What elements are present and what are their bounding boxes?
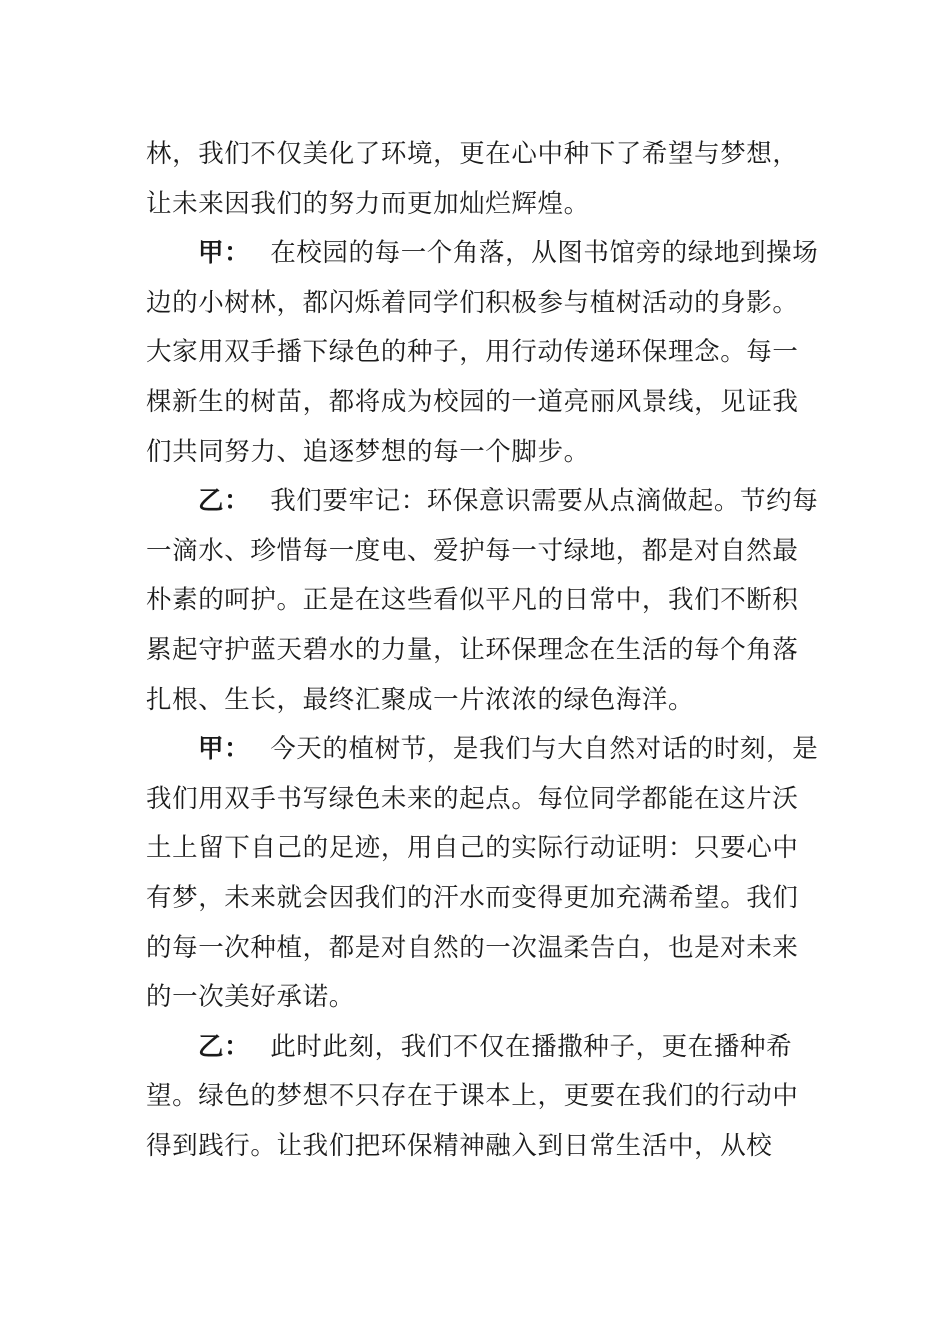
paragraph-continuation [146,130,799,229]
text-line: 边的小树林，都闪烁着同学们积极参与植树活动的身影。 [146,287,799,318]
text-line-content: 今天的植树节，是我们与大自然对话的时刻，是 [270,734,819,765]
text-line: 的每一次种植，都是对自然的一次温柔告白，也是对未来 [146,932,799,963]
text-line: 扎根、生长，最终汇聚成一片浓浓的绿色海洋。 [146,684,695,715]
paragraph-speaker-jia [146,229,819,477]
speaker-label: 乙： [198,486,251,517]
paragraph-speaker-yi [146,477,819,725]
text-line: 有梦，未来就会因我们的汗水而变得更加充满希望。我们 [146,882,799,913]
text-line: 朴素的呵护。正是在这些看似平凡的日常中，我们不断积 [146,585,799,616]
text-line [146,1023,796,1073]
text-line [146,229,819,279]
text-line: 望。绿色的梦想不只存在于课本上，更要在我们的行动中 [146,1081,799,1112]
text-line: 让未来因我们的努力而更加灿烂辉煌。 [146,188,590,219]
text-line: 土上留下自己的足迹，用自己的实际行动证明：只要心中 [146,833,799,864]
text-line: 得到践行。让我们把环保精神融入到日常生活中，从校 [146,1130,773,1161]
text-line: 棵新生的树苗，都将成为校园的一道亮丽风景线，见证我 [146,386,799,417]
text-line [146,725,819,775]
text-line: 们共同努力、追逐梦想的每一个脚步。 [146,436,590,467]
paragraph-speaker-yi [146,1023,799,1172]
text-line: 我们用双手书写绿色未来的起点。每位同学都能在这片沃 [146,783,799,814]
paragraph-speaker-jia [146,725,819,1023]
text-line: 大家用双手播下绿色的种子，用行动传递环保理念。每一 [146,337,799,368]
speaker-label: 甲： [198,734,251,765]
text-line: 的一次美好承诺。 [146,982,355,1013]
document-body [146,130,819,1171]
speaker-label: 甲： [198,238,251,269]
text-line: 林，我们不仅美化了环境，更在心中种下了希望与梦想， [146,139,799,169]
text-line-content: 我们要牢记：环保意识需要从点滴做起。节约每 [270,486,819,517]
text-line [146,477,819,527]
text-line: 一滴水、珍惜每一度电、爱护每一寸绿地，都是对自然最 [146,535,799,566]
speaker-label: 乙： [198,1031,251,1062]
text-line-content: 此时此刻，我们不仅在播撒种子，更在播种希 [270,1031,793,1062]
text-line-content: 在校园的每一个角落，从图书馆旁的绿地到操场 [270,238,819,269]
text-line: 累起守护蓝天碧水的力量，让环保理念在生活的每个角落 [146,634,799,665]
